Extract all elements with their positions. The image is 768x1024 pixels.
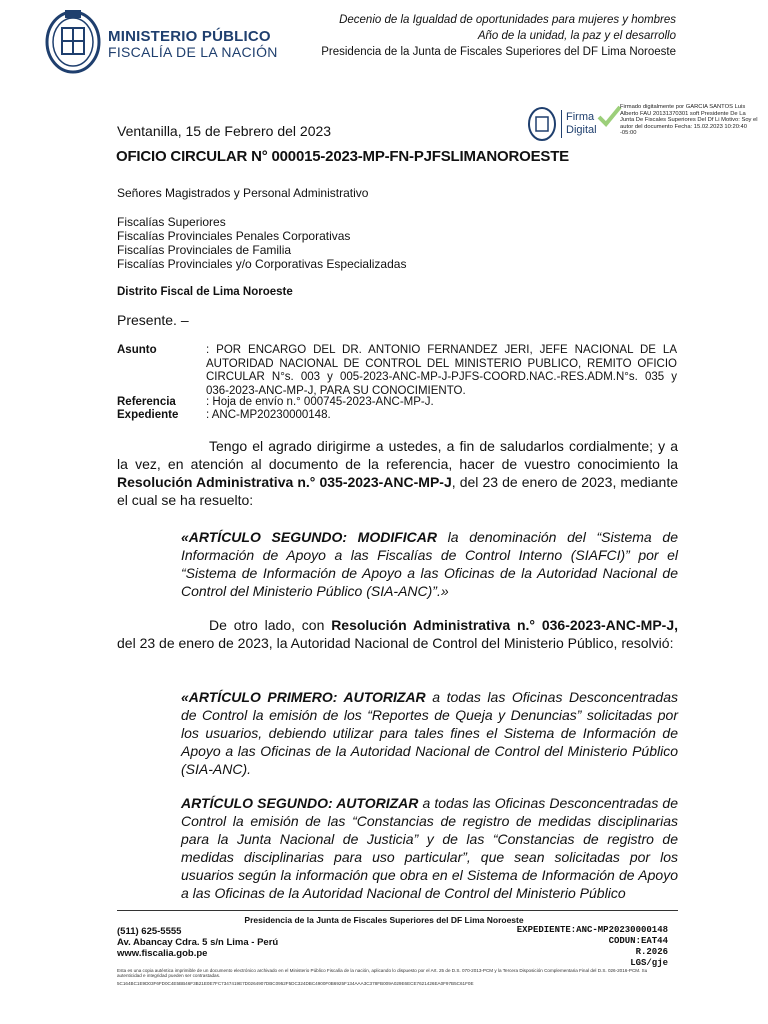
- digital-text: Digital: [566, 124, 597, 136]
- p1-text-a: Tengo el agrado dirigirme a ustedes, a fin de saludarlos cordialmente; y a la vez, en atención al documento de la referencia, hacer de vuestro conocimiento la: [117, 438, 678, 472]
- addressee-3: Fiscalías Provinciales de Familia: [117, 243, 292, 257]
- ministerio-publico-seal-icon: [44, 6, 102, 74]
- expediente-value: : ANC-MP20230000148.: [206, 409, 331, 421]
- document-date: Ventanilla, 15 de Febrero del 2023: [117, 123, 332, 139]
- asunto-value: : POR ENCARGO DEL DR. ANTONIO FERNANDEZ JERI, JEFE NACIONAL DE LA AUTORIDAD NACIONAL DE CONTROL DEL MINISTERIO PUBLICO, REMITO OFICIO CIRCULAR N°s. 003 y 005-2023-ANC-MP-J-PJFS-COORD.NAC.-RES.ADM.N°s. 035 y 036-2023-ANC-MP-J, PARA SU CONOCIMIENTO.: [206, 344, 677, 397]
- footer-expediente: EXPEDIENTE:ANC-MP20230000148: [516, 925, 668, 935]
- footer-codun: CODUN:EAT44: [608, 936, 668, 946]
- firma-digital-label: [566, 111, 597, 137]
- referencia-label: Referencia: [117, 396, 176, 408]
- p2-resolucion: Resolución Administrativa n.° 036-2023-ANC-MP-J,: [331, 617, 678, 633]
- district: Distrito Fiscal de Lima Noroeste: [117, 286, 293, 298]
- signature-divider: [561, 110, 562, 138]
- oficio-number: OFICIO CIRCULAR N° 000015-2023-MP-FN-PJFSLIMANOROESTE: [116, 148, 569, 165]
- q2-heading: «ARTÍCULO PRIMERO: AUTORIZAR: [181, 689, 426, 705]
- checkmark-icon: [596, 104, 622, 128]
- quote-articulo-primero: [181, 688, 678, 778]
- firma-text: Firma: [566, 111, 595, 123]
- asunto-label: Asunto: [117, 344, 157, 356]
- expediente-label: Expediente: [117, 409, 179, 421]
- quote-articulo-segundo-autorizar: [181, 794, 678, 902]
- footer-web: www.fiscalia.gob.pe: [117, 948, 208, 959]
- q3-heading: ARTÍCULO SEGUNDO: AUTORIZAR: [181, 795, 419, 811]
- header-anio: Año de la unidad, la paz y el desarrollo: [477, 30, 676, 42]
- paragraph-1: [117, 437, 678, 509]
- footer-hash: 5C164BC1E9D03F6FD0C4E5BB46F3B21E0E7FC7347419E7D0264907DBC0952F5DC324DBC4900F0B6925F134AAA3C378FB009A029E6ECE7621426EA0F97B5C61F0E: [117, 981, 474, 986]
- footer-title: Presidencia de la Junta de Fiscales Superiores del DF Lima Noroeste: [244, 915, 524, 925]
- footer-lgs: LGS/gje: [630, 958, 668, 968]
- quote-articulo-segundo-modificar: [181, 528, 678, 600]
- footer-r: R.2026: [635, 947, 668, 957]
- signature-seal-icon: [527, 106, 557, 142]
- q3-text: a todas las Oficinas Desconcentradas de Control la emisión de las “Constancias de registro de medidas disciplinarias para la Junta Nacional de Justicia” y de las “Constancias de registro de medidas disciplinarias para uso particular”, que sean solicitadas por los usuarios según la información que obra en el Sistema de Información de Apoyo a las Oficinas de la Autoridad Nacional de Control del Ministerio Público: [181, 795, 678, 901]
- q1-text: la denominación del “Sistema de Información de Apoyo a las Fiscalías de Control Interno (SIAFCI)” por el “Sistema de Información de Apoyo a las Oficinas de la Autoridad Nacional de Control del Ministerio Público (SIA-ANC)”.»: [181, 529, 678, 599]
- logo-subtitle: FISCALÍA DE LA NACIÓN: [108, 44, 278, 60]
- footer-address: Av. Abancay Cdra. 5 s/n Lima - Perú: [117, 937, 279, 948]
- referencia-value: : Hoja de envío n.° 000745-2023-ANC-MP-J.: [206, 396, 434, 408]
- footer-legal: Esta es una copia auténtica imprimible de un documento electrónico archivado en el Ministerio Público Fiscalía de la nación, aplicando lo dispuesto por el Art. 25 de D.S. 070-2013-PCM y la Tercera Disposición Complementaria Final del D.S. 026-2016-PCM. Su autenticidad e integridad pueden ser contrastadas.: [117, 968, 648, 979]
- q1-heading: «ARTÍCULO SEGUNDO: MODIFICAR: [181, 529, 437, 545]
- footer-divider: [117, 910, 678, 911]
- p2-text-c: del 23 de enero de 2023, la Autoridad Nacional de Control del Ministerio Público, resolvió:: [117, 635, 674, 651]
- footer-phone: (511) 625-5555: [117, 926, 182, 937]
- header-decenio: Decenio de la Igualdad de oportunidades para mujeres y hombres: [339, 14, 676, 26]
- p1-resolucion: Resolución Administrativa n.° 035-2023-ANC-MP-J: [117, 474, 452, 490]
- greeting: Señores Magistrados y Personal Administrativo: [117, 186, 369, 200]
- paragraph-2: [117, 616, 678, 652]
- presente: Presente. –: [117, 312, 189, 328]
- p2-text-a: De otro lado, con: [209, 617, 332, 633]
- q2-text: a todas las Oficinas Desconcentradas de Control la emisión de los “Reportes de Queja y Denuncias” solicitadas por los usuarios, debiendo utilizar para tales fines el Sistema de Información de Apoyo a las Oficinas de la Autoridad Nacional de Control del Ministerio Público (SIA-ANC).: [181, 689, 678, 777]
- header-presidencia: Presidencia de la Junta de Fiscales Superiores del DF Lima Noroeste: [321, 46, 676, 58]
- addressee-4: Fiscalías Provinciales y/o Corporativas Especializadas: [117, 257, 407, 271]
- logo-title: MINISTERIO PÚBLICO: [108, 28, 271, 45]
- addressee-2: Fiscalías Provinciales Penales Corporativas: [117, 229, 351, 243]
- addressee-1: Fiscalías Superiores: [117, 215, 226, 229]
- signature-metadata: Firmado digitalmente por GARCIA SANTOS Luis Alberto FAU 20131370301 soft Presidente De La Junta De Fiscales Superiores Del Df Li Motivo: Soy el autor del documento Fecha: 15.02.2023 10:20:40 -05:00: [620, 104, 758, 137]
- p1-text-c: , del 23 de enero de 2023, mediante el cual se ha resuelto:: [117, 474, 678, 508]
